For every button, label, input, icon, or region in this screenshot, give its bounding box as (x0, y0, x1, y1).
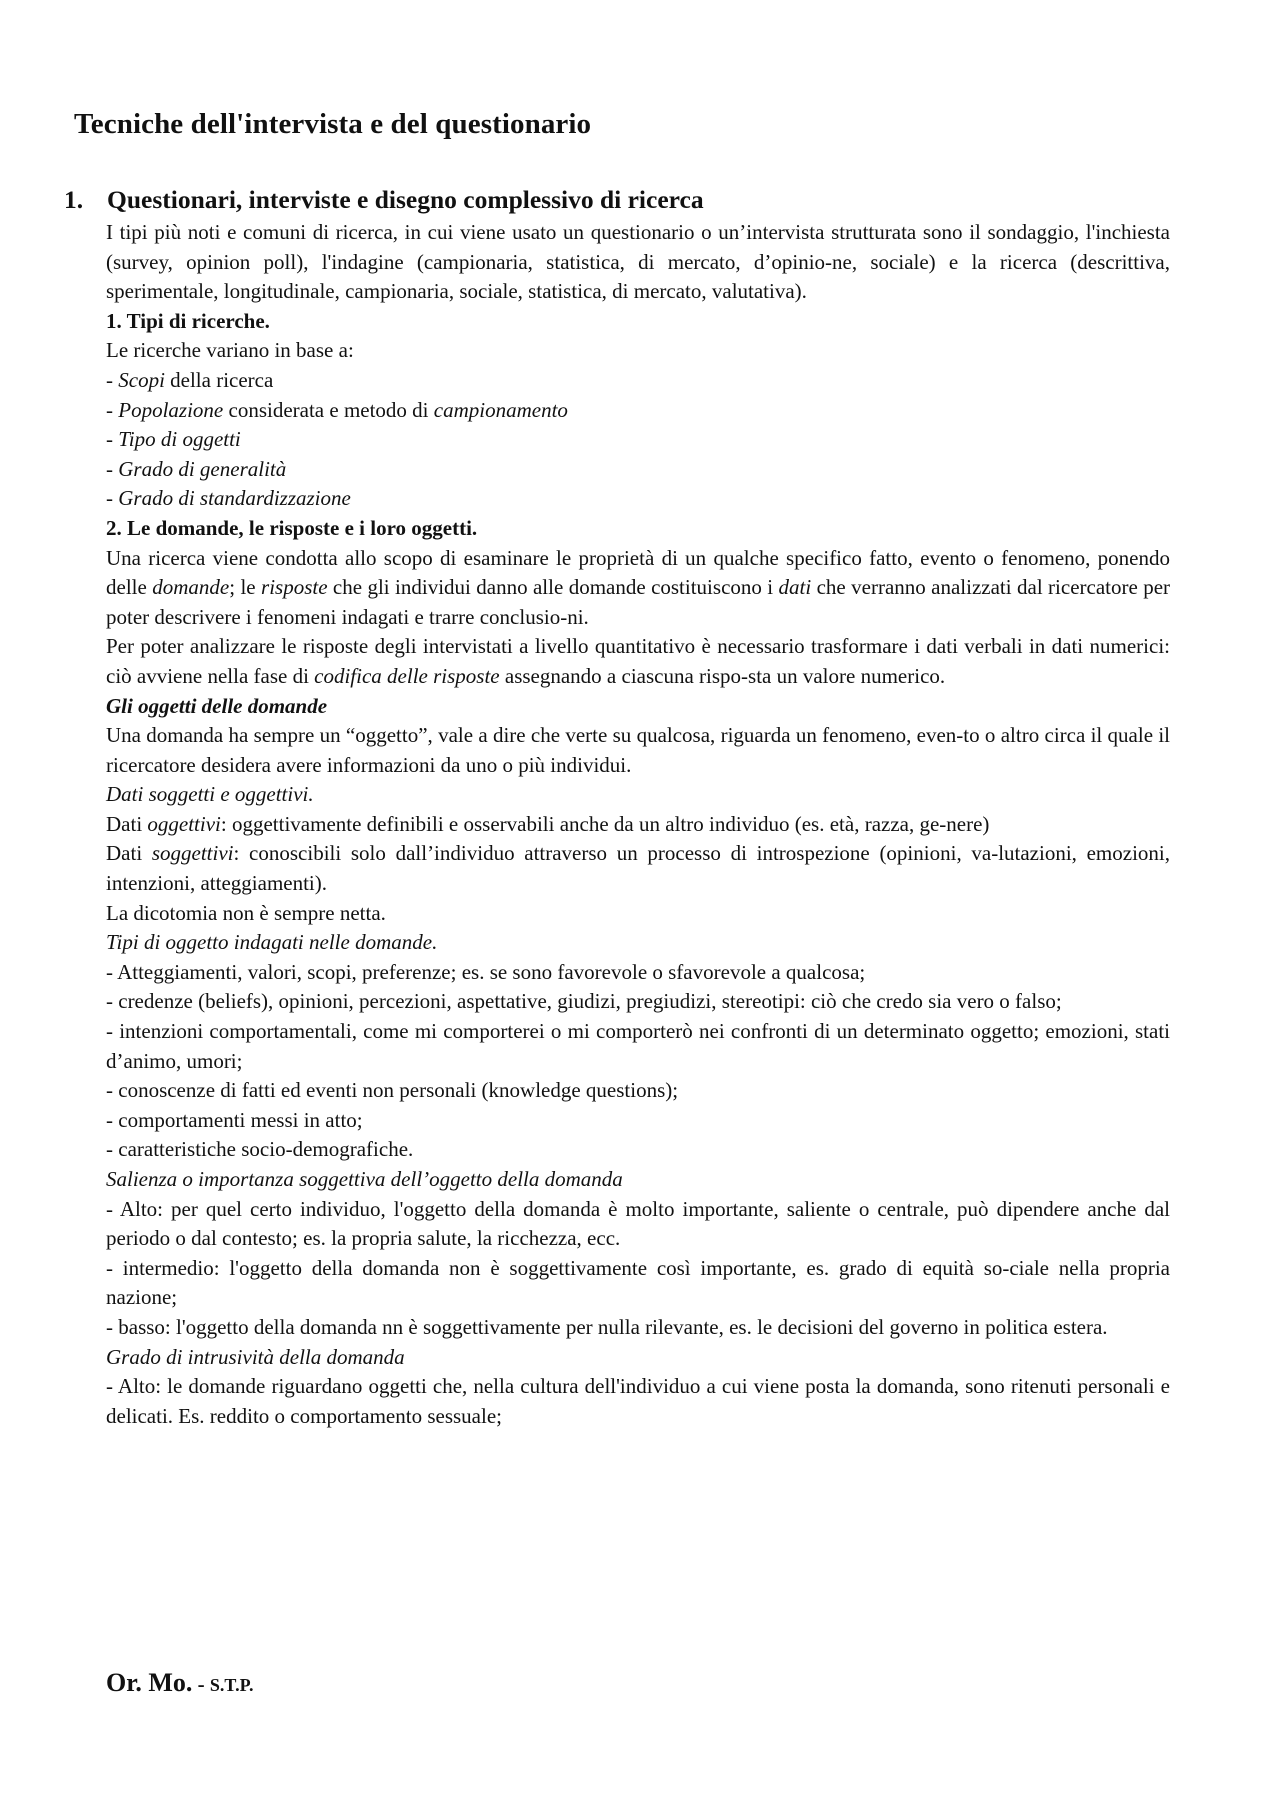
list-item: - intermedio: l'oggetto della domanda non è soggettivamente così importante, es. grado di equità so-ciale nella propria nazione; (106, 1255, 1170, 1310)
section-1 (64, 185, 1174, 1431)
list-item: - Grado di standardizzazione (106, 486, 351, 511)
list-item: - Alto: per quel certo individuo, l'oggetto della domanda è molto importante, saliente o centrale, può dipendere anche dal periodo o dal contesto; es. la propria salute, la ricchezza, ecc. (106, 1196, 1170, 1251)
footer-code: S.T.P. (209, 1675, 254, 1695)
subjective-data-paragraph: Dati soggettivi: conoscibili solo dall’individuo attraverso un processo di introspezione (opinioni, va-lutazioni, emozioni, intenzioni, atteggiamenti). (106, 841, 1171, 896)
research-lead: Le ricerche variano in base a: (106, 338, 354, 363)
objects-paragraph: Una domanda ha sempre un “oggetto”, vale a dire che verte su qualcosa, riguarda un fenomeno, even-to o altro circa il quale il ricercatore desidera avere informazioni da uno o più individui. (106, 723, 1170, 777)
list-item: - Alto: le domande riguardano oggetti che, nella cultura dell'individuo a cui viene posta la domanda, sono ritenuti personali e delicati. Es. reddito o comportamento sessuale; (106, 1374, 1170, 1428)
section-body (106, 218, 1170, 1431)
list-item: - conoscenze di fatti ed eventi non personali (knowledge questions); (106, 1078, 679, 1103)
footer-separator: - (192, 1672, 210, 1696)
list-item: - intenzioni comportamentali, come mi comporterei o mi comporterò nei confronti di un determinato oggetto; emozioni, stati d’animo, umori; (106, 1019, 1170, 1073)
object-types-heading: Tipi di oggetto indagati nelle domande. (106, 930, 438, 955)
list-item: - Popolazione considerata e metodo di campionamento (106, 397, 568, 422)
subsection-heading-tipi-di-ricerche: 1. Tipi di ricerche. (106, 308, 270, 333)
list-item: - credenze (beliefs), opinioni, percezioni, aspettative, giudizi, pregiudizi, stereotipi: ciò che credo sia vero o falso; (106, 989, 1062, 1014)
intro-paragraph: I tipi più noti e comuni di ricerca, in cui viene usato un questionario o un’intervista strutturata sono il sondaggio, l'inchiesta (survey, opinion poll), l'indagine (campionaria, statistica, di mercato, d’opinio-ne, sociale) e la ricerca (descrittiva, sperimentale, longitudinale, campionaria, sociale, statistica, di mercato, valutativa). (106, 220, 1170, 304)
list-item: - Tipo di oggetti (106, 427, 241, 452)
research-paragraph: Una ricerca viene condotta allo scopo di esaminare le proprietà di un qualche specifico fatto, evento o fenomeno, ponendo delle domande; le risposte che gli individui danno alle domande costituiscono i dati che verranno analizzati dal ricercatore per poter descrivere i fenomeni indagati e trarre conclusio-ni. (106, 545, 1171, 629)
section-number: 1. (64, 185, 84, 214)
section-title: Questionari, interviste e disegno complessivo di ricerca (107, 185, 704, 214)
document-title: Tecniche dell'intervista e del questionario (74, 108, 592, 140)
salience-heading: Salienza o importanza soggettiva dell’oggetto della domanda (106, 1167, 623, 1191)
list-item: - caratteristiche socio-demografiche. (106, 1137, 414, 1162)
objective-data-paragraph: Dati oggettivi: oggettivamente definibili e osservabili anche da un altro individuo (es. età, razza, ge-nere) (106, 811, 990, 836)
objects-heading: Gli oggetti delle domande (106, 693, 328, 718)
subsection-heading-domande-risposte: 2. Le domande, le risposte e i loro oggetti. (106, 515, 478, 540)
coding-paragraph: Per poter analizzare le risposte degli intervistati a livello quantitativo è necessario trasformare i dati verbali in dati numerici: ciò avviene nella fase di codifica delle risposte assegnando a ciascuna rispo-sta un valore numerico. (106, 634, 1170, 688)
list-item: - Atteggiamenti, valori, scopi, preferenze; es. se sono favorevole o sfavorevole a qualcosa; (106, 959, 866, 984)
intrusiveness-heading: Grado di intrusività della domanda (106, 1344, 405, 1369)
section-heading (64, 185, 1174, 218)
data-types-heading: Dati soggetti e oggettivi. (106, 782, 314, 807)
list-item: - Scopi della ricerca (106, 367, 274, 392)
list-item: - Grado di generalità (106, 456, 287, 481)
list-item: - comportamenti messi in atto; (106, 1107, 363, 1132)
footer-author: Or. Mo. (106, 1668, 193, 1697)
dichotomy-note: La dicotomia non è sempre netta. (106, 900, 386, 925)
footer-signature (106, 1668, 253, 1698)
list-item: - basso: l'oggetto della domanda nn è soggettivamente per nulla rilevante, es. le decisioni del governo in politica estera. (106, 1314, 1108, 1339)
